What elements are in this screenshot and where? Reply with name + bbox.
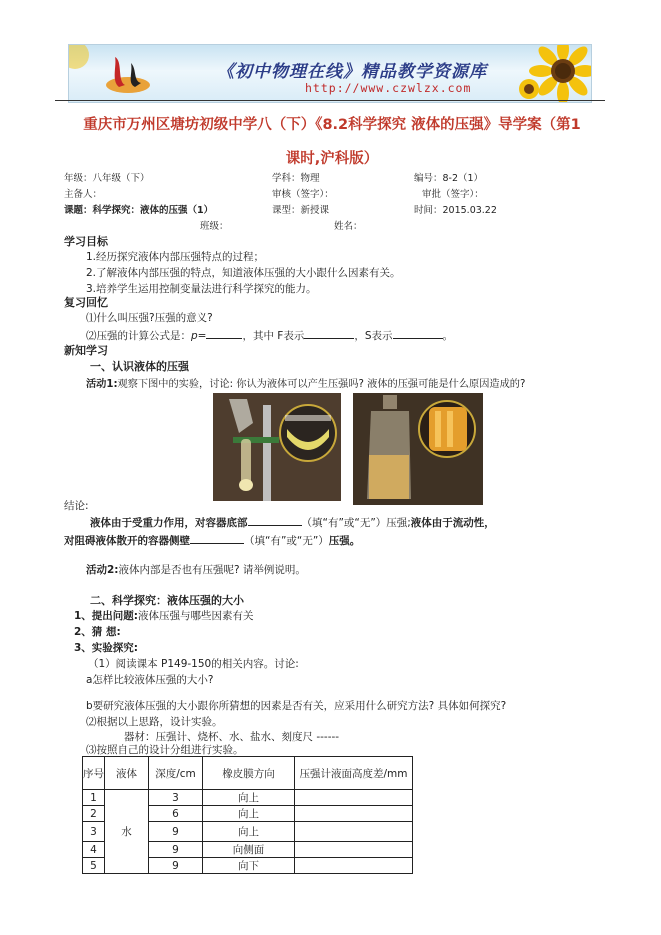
meta-approver: 审批（签字）： [422,189,484,200]
cell-direction: 向侧面 [203,842,295,858]
review-heading: 复习回忆 [64,296,108,309]
meta-reviewer: 审核（签字）： [272,189,334,200]
experiment-bottle-illustration [353,393,483,505]
conclusion-label: 结论: [64,500,89,512]
cell-depth: 6 [149,806,203,822]
experiment-tube-illustration [213,393,341,501]
header-height-diff: 压强计液面高度差/mm [295,757,413,790]
header-divider [55,100,605,101]
part1-heading: 一、认识液体的压强 [90,360,189,373]
cell-height-input[interactable] [295,806,413,822]
goal-item: 1.经历探究液体内部压强特点的过程； [86,251,265,263]
cell-no: 2 [83,806,105,822]
answer-blank[interactable] [248,514,302,526]
answer-blank[interactable] [190,532,244,544]
table-header-row [83,757,413,790]
cell-height-input[interactable] [295,858,413,874]
cell-direction: 向上 [203,790,295,806]
header-no: 序号 [83,757,105,790]
sub-question-a: a怎样比较液体压强的大小? [86,674,214,686]
formula-prompt: ⑵压强的计算公式是： [86,330,191,342]
banner-title: 《初中物理在线》精品教学资源库 [217,62,487,82]
cell-height-input[interactable] [295,842,413,858]
goal-item: 3.培养学生运用控制变量法进行科学探究的能力。 [86,283,317,295]
activity-2-label: 活动2: [86,564,119,576]
conclusion-text: 液体由于流动性， [410,517,495,529]
new-learning-heading: 新知学习 [64,344,108,357]
review-question-1: ⑴什么叫压强?压强的意义? [86,312,213,324]
sub-step-2: ⑵根据以上思路，设计实验。 [86,716,223,728]
header-liquid: 液体 [105,757,149,790]
cell-height-input[interactable] [295,822,413,842]
cell-no: 1 [83,790,105,806]
experiment-table [82,756,413,874]
title-line-1: 重庆市万州区塘坊初级中学八（下）《8.2科学探究 液体的压强》导学案（第1 [83,117,581,133]
meta-code: 编号：8-2（1） [414,173,484,184]
meta-name: 姓名： [334,221,363,232]
sunflower-icon [519,44,591,103]
experiment-photo-tube [213,393,341,501]
step-1 [74,608,254,623]
activity-1-text: 观察下图中的实验，讨论: 你认为液体可以产生压强吗? 液体的压强可能是什么原因造成的? [117,379,526,390]
site-logo-icon [103,51,153,97]
sub-question-b: b要研究液体压强的大小跟你所猜想的因素是否有关，应采用什么研究方法? 具体如何探究? [86,700,507,712]
cell-no: 3 [83,822,105,842]
cell-depth: 9 [149,842,203,858]
answer-blank[interactable] [206,327,242,339]
meta-time: 时间：2015.03.22 [414,205,497,216]
cell-no: 4 [83,842,105,858]
step-2: 2、猜 想: [74,626,121,638]
cell-height-input[interactable] [295,790,413,806]
banner-url[interactable]: http://www.czwlzx.com [305,81,472,95]
cell-direction: 向上 [203,822,295,842]
meta-author: 主备人： [64,189,103,200]
cell-direction: 向下 [203,858,295,874]
conclusion-line-1 [90,514,495,530]
answer-blank[interactable] [304,327,354,339]
cell-depth: 9 [149,858,203,874]
sub-step-1: （1）阅读课本 P149-150的相关内容。讨论: [88,658,299,670]
punctuation: 。 [442,330,454,342]
header-depth: 深度/cm [149,757,203,790]
cell-depth: 9 [149,822,203,842]
part2-heading: 二、科学探究：液体压强的大小 [90,594,244,607]
conclusion-text: （填“有”或“无”） [244,535,329,547]
meta-topic: 课题：科学探究：液体的压强（1） [64,205,214,216]
table-row [83,790,413,806]
sub-step-3: ⑶按照自己的设计分组进行实验。 [86,744,244,756]
cell-no: 5 [83,858,105,874]
conclusion-text: 对阻碍液体散开的容器侧壁 [64,535,190,547]
conclusion-text: 液体由于受重力作用，对容器底部 [90,517,248,529]
meta-subject: 学科：物理 [272,173,320,184]
answer-blank[interactable] [393,327,443,339]
meta-grade: 年级：八年级（下） [64,173,150,184]
header-direction: 橡皮膜方向 [203,757,295,790]
conclusion-line-2 [64,532,360,548]
goal-item: 2.了解液体内部压强的特点，知道液体压强的大小跟什么因素有关。 [86,267,401,279]
cell-direction: 向上 [203,806,295,822]
cell-liquid: 水 [105,790,149,874]
activity-1-label: 活动1: [86,379,118,390]
activity-2-text: 液体内部是否也有压强呢? 请举例说明。 [118,564,306,576]
review-question-2 [86,327,453,343]
header-banner [68,44,592,103]
goals-heading: 学习目标 [64,235,108,248]
formula-f-label: ，其中 F表示 [242,330,305,342]
formula-s-label: ，S表示 [354,330,393,342]
activity-1 [86,375,525,390]
activity-2 [86,562,306,577]
conclusion-text: （填“有”或“无”）压强; [301,517,411,529]
meta-type: 课型：新授课 [272,205,330,216]
page-title [62,108,602,176]
cell-depth: 3 [149,790,203,806]
equipment-list: 器材：压强计、烧杯、水、盐水、刻度尺 ------ [124,731,340,743]
conclusion-text: 压强。 [328,535,361,547]
sunflower-left-icon [68,44,95,75]
step-1-label: 1、提出问题: [74,610,139,622]
experiment-photo-bottle [353,393,483,505]
title-line-2: 课时,沪科版） [285,151,379,167]
step-3: 3、实验探究: [74,642,139,654]
step-1-text: 液体压强与哪些因素有关 [138,610,254,622]
formula-symbol: p= [191,330,207,342]
meta-class: 班级： [200,221,229,232]
